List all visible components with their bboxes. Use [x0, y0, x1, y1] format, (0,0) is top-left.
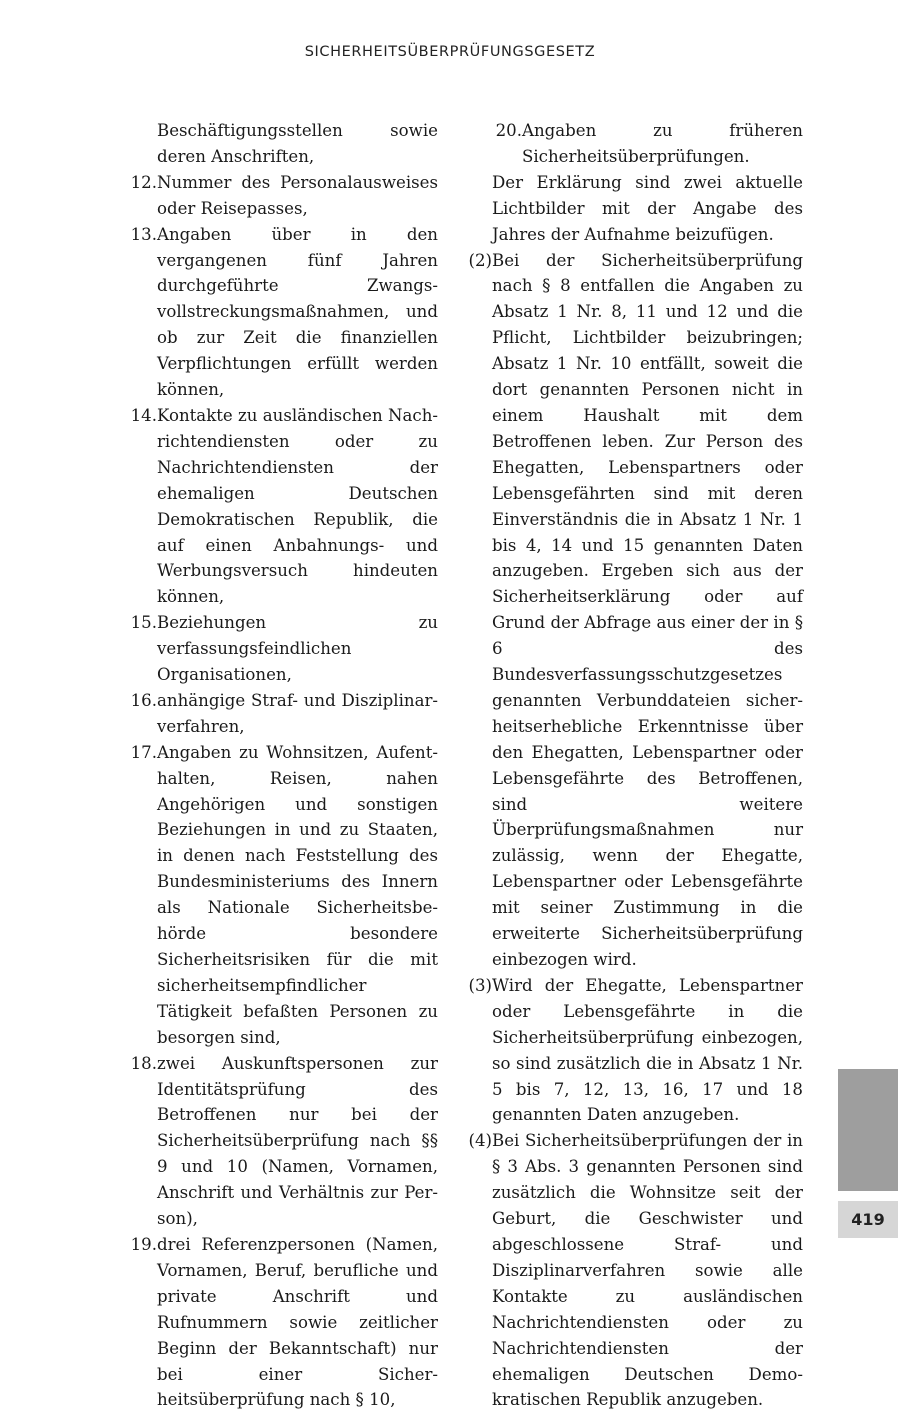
list-item-number: 17.: [130, 742, 157, 762]
left-column: [126, 118, 438, 1413]
list-item-18: [126, 1051, 438, 1232]
list-item-14: [126, 403, 438, 610]
list-item-text: zwei Auskunftspersonen zur Identitätsprüfung des Betroffenen nur bei der Sicherheitsüberprüfung nach §§ 9 und 10 (Namen, Vornamen, Anschrift und Verhältnis zur Person),: [157, 1053, 438, 1229]
list-item-number: 15.: [130, 613, 157, 633]
list-item-number: 18.: [130, 1053, 157, 1073]
list-item-13: [126, 222, 438, 403]
list-item-number: 16.: [130, 690, 157, 710]
list-item-20: [458, 118, 803, 170]
running-header: SICHERHEITSÜBERPRÜFUNGSGESETZ: [304, 44, 596, 60]
list-item-text: Angaben zu früheren Sicherheitsüberprüfungen.: [522, 121, 803, 166]
paragraph-3: [458, 973, 803, 1128]
page-number: 419: [838, 1201, 898, 1238]
list-item-16: [126, 688, 438, 740]
list-item-text: Beziehungen zu verfassungsfeindlichen Organisationen,: [157, 613, 438, 685]
list-item-number: 12.: [130, 172, 157, 192]
list-item-text: Kontakte zu ausländischen Nachrichtendiensten oder zu Nachrichtendiensten der ehemaligen Deutschen Demokratischen Republik, die auf einen Anbahnungs- und Werbungsversuch hindeuten können,: [157, 405, 438, 607]
list-item-text: anhängige Straf- und Disziplinarverfahren,: [157, 690, 438, 736]
paragraph-4: [458, 1128, 803, 1413]
paragraph-number: (3): [468, 975, 492, 995]
list-item-text: Angaben zu Wohnsitzen, Aufenthalten, Reisen, nahen Angehörigen und sonstigen Beziehungen in und zu Staaten, in denen nach Feststellung des Bundesministeriums des Innern als Nationale Sicherheitsbehörde besondere Sicherheitsrisiken für die mit sicherheitsempfindlicher Tätigkeit befaßten Personen zu besorgen sind,: [157, 742, 438, 1047]
list-item-number: 13.: [130, 224, 157, 244]
thumb-index-tab: [838, 1069, 898, 1191]
paragraph-text: Wird der Ehegatte, Lebenspartner oder Lebensgefährte in die Sicherheitsüberprüfung einbezogen, so sind zusätzlich die in Absatz 1 Nr. 5 bis 7, 12, 13, 16, 17 und 18 genannten Daten anzugeben.: [492, 975, 803, 1125]
right-column: [458, 118, 803, 1413]
list-item-number: 14.: [130, 405, 157, 425]
list-item-12: [126, 170, 438, 222]
paragraph-number: (2): [468, 250, 492, 270]
list-item-continuation: [126, 118, 438, 170]
list-item-text: drei Referenzpersonen (Namen, Vornamen, Beruf, berufliche und private Anschrift und Rufnummern sowie zeitlicher Beginn der Bekanntschaft) nur bei einer Sicherheitsüberprüfung nach § 10,: [157, 1234, 438, 1410]
list-item-19: [126, 1232, 438, 1413]
list-item-number: 20.: [495, 121, 522, 140]
list-item-number: 19.: [130, 1234, 157, 1254]
list-item-15: [126, 610, 438, 688]
paragraph-number: (4): [468, 1131, 492, 1151]
list-item-text: Nummer des Personalausweises oder Reisepasses,: [157, 172, 438, 218]
list-item-17: [126, 740, 438, 1051]
paragraph-text: Bei Sicherheitsüberprüfungen der in § 3 Abs. 3 genannten Personen sind zusätzlich die Wohnsitze seit der Geburt, die Geschwister und abgeschlossene Straf- und Disziplinarverfahren sowie alle Kontakte zu ausländischen Nachrichtendiensten oder zu Nachrichtendiensten der ehemaligen Deutschen Demokratischen Republik anzugeben.: [492, 1131, 803, 1410]
closing-sentence: Der Erklärung sind zwei aktuelle Lichtbilder mit der Angabe des Jahres der Aufnahme beizufügen.: [492, 172, 803, 244]
list-item-text: Beschäftigungsstellen sowie deren Anschriften,: [157, 121, 438, 166]
paragraph-2: [458, 248, 803, 973]
paragraph-text: Bei der Sicherheitsüberprüfung nach § 8 entfallen die Angaben zu Absatz 1 Nr. 8, 11 und 12 und die Pflicht, Lichtbilder beizubringen; Absatz 1 Nr. 10 entfällt, soweit die dort genannten Personen nicht in einem Haushalt mit dem Betroffenen leben. Zur Person des Ehegatten, Lebenspartners oder Lebensgefährten sind mit deren Einverständnis die in Absatz 1 Nr. 1 bis 4, 14 und 15 genannten Daten anzugeben. Ergeben sich aus der Sicherheitserklärung oder auf Grund der Abfrage aus einer der in § 6 des Bundesverfassungsschutzgesetzes genannten Verbunddateien sicherheitserhebliche Erkenntnisse über den Ehegatten, Lebenspartner oder Lebensgefährte des Betroffenen, sind weitere Überprüfungsmaßnahmen nur zulässig, wenn der Ehegatte, Lebenspartner oder Lebensgefährte mit seiner Zustimmung in die erweiterte Sicherheitsüberprüfung einbezogen wird.: [492, 250, 803, 969]
list-item-text: Angaben über in den vergangenen fünf Jahren durchgeführte Zwangsvollstreckungsmaßnahmen, und ob zur Zeit die finanziellen Verpflichtungen erfüllt werden können,: [157, 224, 438, 400]
